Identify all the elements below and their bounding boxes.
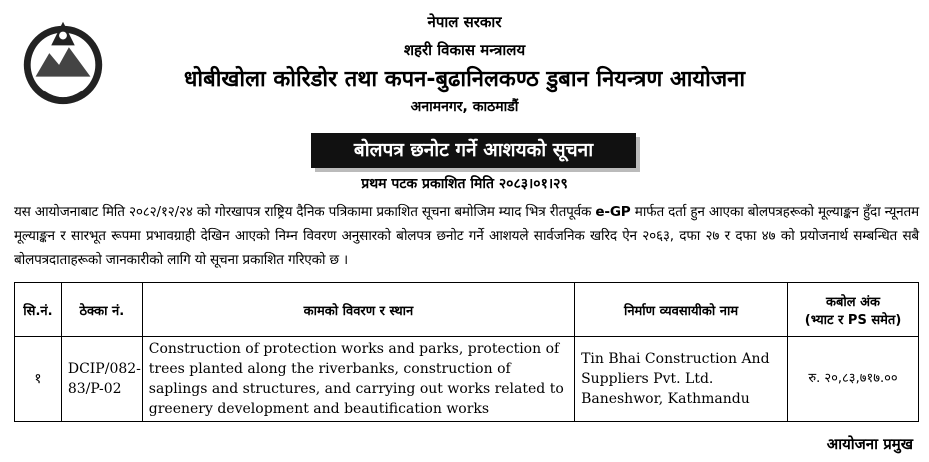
egp-label: e-GP — [595, 204, 631, 220]
notice-body-part-2: मार्फत दर्ता हुन आएका बोलपत्रहरूको मूल्याङ्कन हुँदा न्यूनतम मूल्याङ्कन र सारभूत रूपमा प्रभावग्राही देखिन आएको निम्न विवरण अनुसारको बोलपत्र छनोट गर्ने आशयले सार्वजनिक खरिद ऐन २०६३, दफा २७ र दफा ४७ को प्रयोजनार्थ सम्बन्धित सबै बोलपत्रदाताहरूको जानकारीको लागि यो सूचना प्रकाशित गरिएको छ । — [14, 204, 919, 268]
header-amount-line-1: कबोल अंक — [825, 294, 881, 310]
row-sn: १ — [15, 337, 62, 422]
table-row — [15, 337, 919, 422]
ministry-name: शहरी विकास मन्त्रालय — [403, 41, 526, 59]
project-name: धोबीखोला कोरिडोर तथा कपन-बुढानिलकण्ठ डुबान नियन्त्रण आयोजना — [183, 67, 746, 92]
builder-address: Baneshwor, Kathmandu — [581, 391, 750, 407]
bid-table — [14, 282, 919, 422]
notice-body — [14, 200, 919, 272]
row-amount: रु. २०,८३,७१७.०० — [788, 337, 919, 422]
notice-body-part-1: यस आयोजनाबाट मिति २०८२/१२/२४ को गोरखापत्र राष्ट्रिय दैनिक पत्रिकामा प्रकाशित सूचना बमोजिम म्याद भित्र रीतपूर्वक — [14, 204, 596, 220]
header-contract: ठेक्का नं. — [61, 283, 142, 337]
office-location: अनामनगर, काठमाडौं — [410, 99, 519, 115]
publication-date: प्रथम पटक प्रकाशित मिति २०८३।०१।२९ — [361, 176, 568, 192]
row-builder — [575, 337, 788, 422]
notice-title: बोलपत्र छनोट गर्ने आशयको सूचना — [311, 133, 636, 168]
header-sn: सि.नं. — [15, 283, 62, 337]
government-name: नेपाल सरकार — [427, 13, 502, 31]
builder-name: Tin Bhai Construction And Suppliers Pvt. Ltd. — [581, 351, 770, 387]
header-amount — [788, 283, 919, 337]
header-builder: निर्माण व्यवसायीको नाम — [575, 283, 788, 337]
table-header-row — [15, 283, 919, 337]
row-contract: DCIP/082-83/P-02 — [61, 337, 142, 422]
signature: आयोजना प्रमुख — [826, 435, 913, 453]
header-amount-line-2: (भ्याट र PS समेत) — [804, 312, 902, 328]
header-description: कामको विवरण र स्थान — [142, 283, 574, 337]
row-description: Construction of protection works and parks, protection of trees planted along the riverbanks, construction of saplings and structures, and carrying out works related to greenery development and beautification works — [142, 337, 574, 422]
